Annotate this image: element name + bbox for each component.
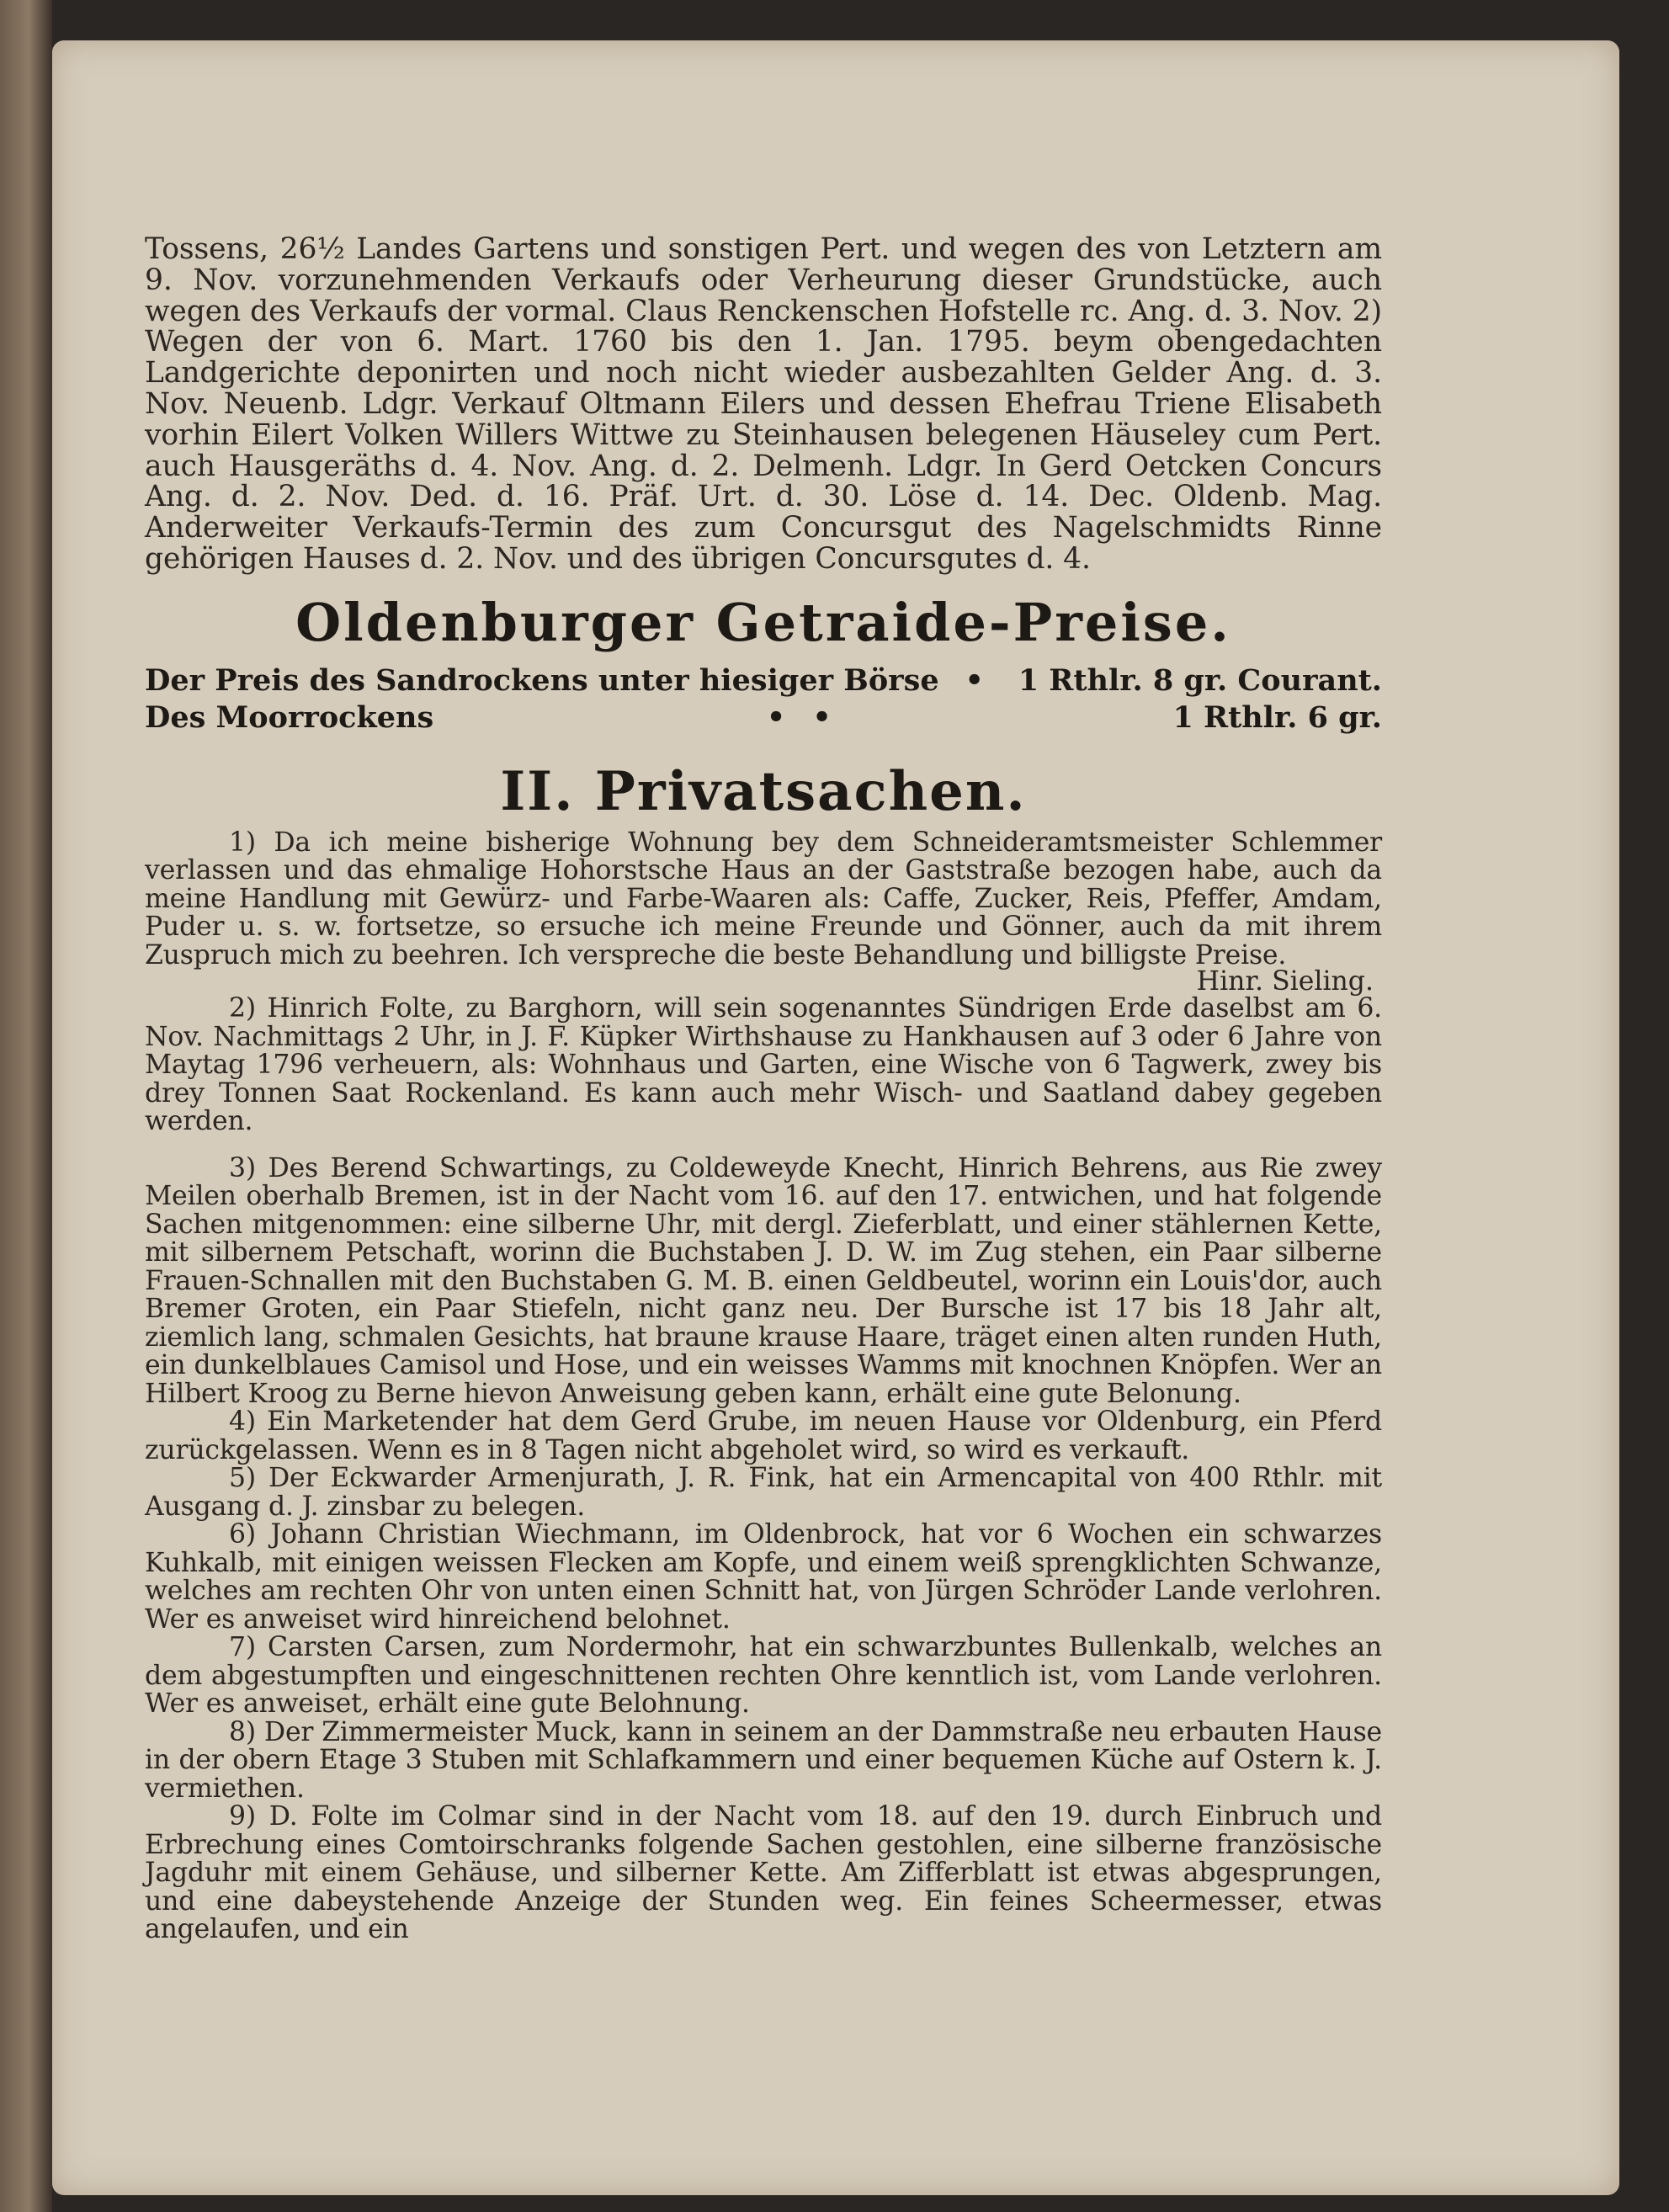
notice-item-9: 9) D. Folte im Colmar sind in der Nacht vom 18. auf den 19. durch Einbruch und Erbrechung eines Comtoirschranks folgende Sachen gestohlen, eine silberne französische Jagduhr mit einem Gehäuse, und silberner Kette. Am Zifferblatt ist etwas abgesprungen, und eine dabeystehende Anzeige der Stunden weg. Ein feines Scheermesser, etwas angelaufen, und ein: [145, 1801, 1382, 1945]
notice-item-2: 2) Hinrich Folte, zu Barghorn, will sein sogenanntes Sündrigen Erde daselbst am 6. Nov. Nachmittags 2 Uhr, in J. F. Küpker Wirthshause zu Hankhausen auf 3 oder 6 Jahre von Maytag 1796 verheuern, als: Wohnhaus und Garten, eine Wische von 6 Tagwerk, zwey bis drey Tonnen Saat Rockenland. Es kann auch mehr Wisch- und Saatland dabey gegeben werden.: [145, 993, 1382, 1137]
price-value: 1 Rthlr. 6 gr.: [1172, 699, 1382, 735]
price-row-moorrocken: [145, 699, 1382, 736]
previous-page-edge: [0, 0, 52, 2212]
grain-prices-heading: Oldenburger Getraide-Preise.: [295, 591, 1231, 653]
notice-item-6: 6) Johann Christian Wiechmann, im Oldenbrock, hat vor 6 Wochen ein schwarzes Kuhkalb, mit einigen weissen Flecken am Kopfe, und einem weiß sprengklichten Schwanze, welches am rechten Ohr von unten einen Schnitt hat, von Jürgen Schröder Lande verlohren. Wer es anweiset wird hinreichend belohnet.: [145, 1519, 1382, 1635]
notice-item-8: 8) Der Zimmermeister Muck, kann in seinem an der Dammstraße neu erbauten Hause in der obern Etage 3 Stuben mit Schlafkammern und einer bequemen Küche auf Ostern k. J. vermiethen.: [145, 1716, 1382, 1804]
leader-dots: • •: [766, 699, 840, 735]
price-row-sandrocken: [145, 662, 1382, 699]
leader-dots: •: [965, 662, 992, 698]
notice-item-5: 5) Der Eckwarder Armenjurath, J. R. Fink, hat ein Armencapital von 400 Rthlr. mit Ausgang d. J. zinsbar zu belegen.: [145, 1463, 1382, 1522]
price-value: 1 Rthlr. 8 gr. Courant.: [1018, 662, 1382, 698]
notice-signature: Hinr. Sieling.: [1196, 966, 1374, 997]
section-heading-privatsachen: II. Privatsachen.: [500, 759, 1027, 823]
notice-item-3: 3) Des Berend Schwartings, zu Coldeweyde Knecht, Hinrich Behrens, aus Rie zwey Meilen oberhalb Bremen, ist in der Nacht vom 16. auf den 17. entwichen, und hat folgende Sachen mitgenommen: eine silberne Uhr, mit dergl. Zieferblatt, und einer stählernen Kette, mit silbernem Petschaft, worinn die Buchstaben J. D. W. im Zug stehen, ein Paar silberne Frauen-Schnallen mit den Buchstaben G. M. B. einen Geldbeutel, worinn ein Louis'dor, auch Bremer Groten, ein Paar Stiefeln, nicht ganz neu. Der Bursche ist 17 bis 18 Jahr alt, ziemlich lang, schmalen Gesichts, hat braune krause Haare, träget einen alten runden Huth, ein dunkelblaues Camisol und Hose, und ein weisses Wamms mit knochnen Knöpfen. Wer an Hilbert Kroog zu Berne hievon Anweisung geben kann, erhält eine gute Belonung.: [145, 1152, 1382, 1409]
newspaper-page: [52, 40, 1619, 2195]
notice-item-1: 1) Da ich meine bisherige Wohnung bey dem Schneideramtsmeister Schlemmer verlassen und das ehmalige Hohorstsche Haus an der Gaststraße bezogen habe, auch da meine Handlung mit Gewürz- und Farbe-Waaren als: Caffe, Zucker, Reis, Pfeffer, Amdam, Puder u. s. w. fortsetze, so ersuche ich meine Freunde und Gönner, auch da mit ihrem Zuspruch mich zu beehren. Ich verspreche die beste Behandlung und billigste Preise.: [145, 827, 1382, 970]
intro-paragraph: Tossens, 26½ Landes Gartens und sonstigen Pert. und wegen des von Letztern am 9. Nov. vorzunehmenden Verkaufs oder Verheurung dieser Grundstücke, auch wegen des Verkaufs der vormal. Claus Renckenschen Hofstelle rc. Ang. d. 3. Nov. 2) Wegen der von 6. Mart. 1760 bis den 1. Jan. 1795. beym obengedachten Landgerichte deponirten und noch nicht wieder ausbezahlten Gelder Ang. d. 3. Nov. Neuenb. Ldgr. Verkauf Oltmann Eilers und dessen Ehefrau Triene Elisabeth vorhin Eilert Volken Willers Wittwe zu Steinhausen belegenen Häuseley cum Pert. auch Hausgeräths d. 4. Nov. Ang. d. 2. Delmenh. Ldgr. In Gerd Oetcken Concurs Ang. d. 2. Nov. Ded. d. 16. Präf. Urt. d. 30. Löse d. 14. Dec. Oldenb. Mag. Anderweiter Verkaufs-Termin des zum Concursgut des Nagelschmidts Rinne gehörigen Hauses d. 2. Nov. und des übrigen Concursgutes d. 4.: [145, 232, 1382, 576]
notice-item-4: 4) Ein Marketender hat dem Gerd Grube, im neuen Hause vor Oldenburg, ein Pferd zurückgelassen. Wenn es in 8 Tagen nicht abgeholet wird, so wird es verkauft.: [145, 1406, 1382, 1465]
price-label: Des Moorrockens: [145, 699, 434, 735]
text-block: [145, 234, 1382, 1944]
notice-item-7: 7) Carsten Carsen, zum Nordermohr, hat ein schwarzbuntes Bullenkalb, welches an dem abgestumpften und eingeschnittenen rechten Ohre kenntlich ist, vom Lande verlohren. Wer es anweiset, erhält eine gute Belohnung.: [145, 1632, 1382, 1720]
price-label: Der Preis des Sandrockens unter hiesiger Börse: [145, 662, 939, 698]
